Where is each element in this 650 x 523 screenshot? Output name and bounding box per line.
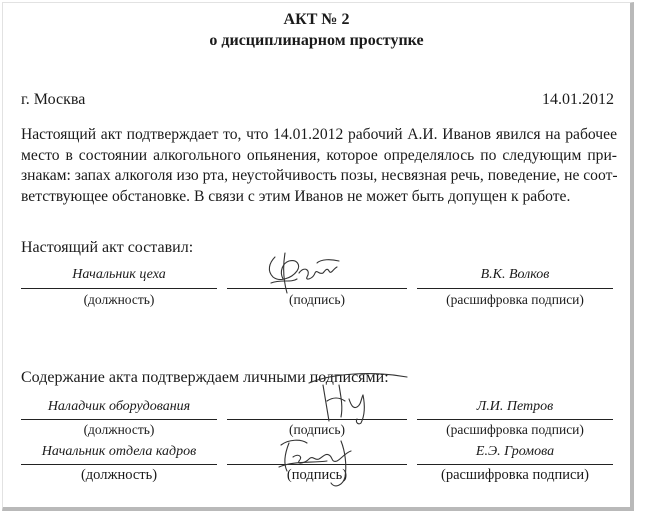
- witness-name: Е.Э. Громова: [475, 444, 555, 459]
- body-line: Настоящий акт подтверждает то, что 14.01.2012 рабочий А.И. Иванов явился на рабочее: [21, 126, 617, 143]
- witness-1-signature-image: [303, 363, 413, 427]
- composer-name: В.К. Волков: [480, 267, 550, 282]
- witness-name-line: [417, 464, 613, 465]
- composer-caption-position: (должность): [83, 292, 155, 307]
- composer-position-line: [21, 288, 217, 289]
- witness-name: Л.И. Петров: [476, 399, 554, 414]
- witness-position-line: [21, 464, 217, 465]
- body-line: ветствующее обстановке. В связи с этим Иванов не может быть допущен к работе.: [21, 187, 571, 205]
- body-line: знакам: запах алкоголя изо рта, неустойчивость позы, несвязная речь, поведение, не соот-: [21, 167, 618, 184]
- composer-caption-signature: (подпись): [288, 292, 346, 307]
- body-line: место в состоянии алкогольного опьянения, которое определялось по следующим при-: [21, 146, 617, 164]
- composer-position: Начальник цеха: [72, 267, 166, 282]
- act-subtitle: о дисциплинарном проступке: [209, 32, 424, 49]
- composer-caption-name: (расшифровка подписи): [446, 292, 584, 307]
- witness-position-line: [21, 419, 217, 420]
- witness-position: Начальник отдела кадров: [41, 444, 197, 459]
- composer-heading: Настоящий акт составил:: [21, 239, 194, 256]
- act-title: АКТ № 2: [283, 11, 350, 28]
- witness-position: Наладчик оборудования: [47, 399, 191, 414]
- composer-name-line: [417, 288, 613, 289]
- witness-2-signature-image: [271, 431, 371, 493]
- witness-caption-signature: (подпись): [288, 422, 346, 437]
- witness-caption-position: (должность): [80, 467, 158, 483]
- witness-caption-name: (расшифровка подписи): [446, 422, 584, 437]
- composer-signature-image: [261, 249, 353, 299]
- document-page: [2, 2, 634, 511]
- act-date: 14.01.2012: [542, 91, 614, 108]
- witness-caption-name: (расшифровка подписи): [440, 467, 590, 483]
- witness-caption-position: (должность): [83, 422, 155, 437]
- city: г. Москва: [21, 91, 86, 108]
- witness-caption-signature: (подпись): [286, 467, 348, 483]
- act-body: [21, 125, 617, 207]
- witnesses-heading: Содержание акта подтверждаем личными подписями:: [21, 369, 389, 386]
- witness-name-line: [417, 419, 613, 420]
